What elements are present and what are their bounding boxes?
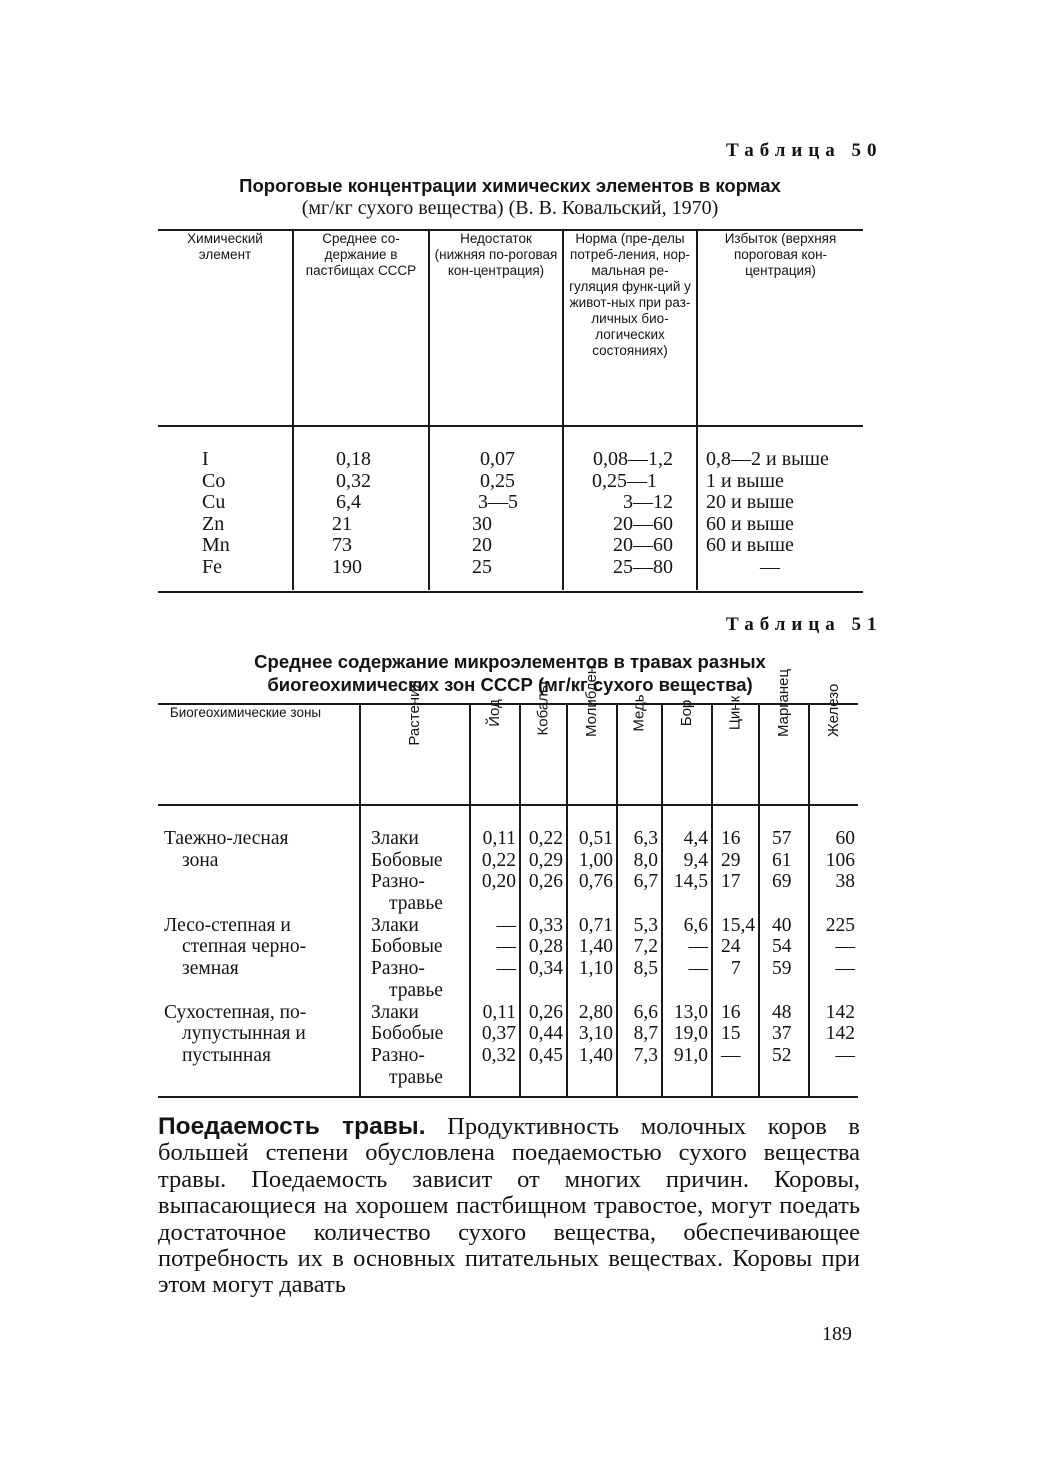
col-header-avg: Среднее со-держание в пастбищах СССР [293,231,429,426]
col-header-cobalt: Кобальт [520,705,567,805]
value-cell: 61 [772,849,792,871]
value-cell: 15 [721,1023,741,1045]
value-cell: 0,44 [528,1023,563,1045]
value-cell: 0,11 [482,1001,516,1023]
value-cell: 5,3 [633,914,658,936]
col-header-excess: Избыток (верхняя пороговая кон-центрация) [697,231,863,426]
value-cell: — [496,936,516,958]
column-manganese [759,805,809,1096]
value-cell: 0,26 [528,871,563,893]
value-cell: 0,11 [482,828,516,849]
table-50 [158,231,863,590]
table-50-title-line2: (мг/кг сухого вещества) (В. В. Ковальский, 1970) [301,197,719,219]
value-cell: 7 [731,958,741,980]
value-cell [521,980,563,1002]
element-cell: Zn [202,512,225,535]
value-cell: — [835,958,855,980]
column-zones [158,805,360,1096]
value-cell: 7,2 [633,936,658,958]
value-cell [772,893,808,915]
table-51-title-line2-text: биогеохимических зон СССР (мг/кг сухого вещества) [267,674,753,695]
column-iodine [470,805,520,1096]
value-cell: 1,00 [578,849,613,871]
value-cell: 6,7 [633,871,658,893]
plant-line: Бобовые [371,936,443,958]
column-elements [158,426,293,590]
col-header-norm: Норма (пре-делы потреб-ления, нор-мальная ре-гуляция функ-ций у живот-ных при раз-личных био-логических состояниях) [563,231,697,426]
excess-cell: 20 и выше [706,491,794,513]
table-51-label: Таблица 51 [726,614,883,635]
page-number: 189 [822,1323,852,1345]
value-cell: 13,0 [673,1001,708,1023]
value-cell: 1,40 [578,936,613,958]
norm-cell: 0,25—1 [592,469,657,492]
value-cell: 142 [825,1023,855,1045]
avg-cell: 6,4 [336,491,361,513]
value-cell: 16 [721,828,741,849]
avg-cell: 21 [332,512,352,535]
value-cell: 7,3 [633,1044,658,1066]
value-cell: 0,22 [528,828,563,849]
value-cell: 142 [825,1001,855,1023]
zone-line: Лесо-степная и [164,914,291,936]
column-excess [697,426,863,590]
column-copper [617,805,662,1096]
table-50-title [150,174,870,220]
column-boron [662,805,712,1096]
value-cell: 6,6 [633,1001,658,1023]
value-cell: 59 [772,958,792,980]
column-molybdenum [567,805,617,1096]
zone-line: зона [182,849,219,871]
value-cell: 0,26 [528,1001,563,1023]
element-cell: Cu [202,491,226,513]
value-cell: — [496,914,516,936]
value-cell [663,980,708,1002]
excess-cell: 60 и выше [706,534,794,556]
plant-line: травье [389,1066,443,1088]
value-cell: 0,71 [578,914,613,936]
table-51-title-line2 [150,673,870,697]
col-header-copper: Медь [617,705,662,805]
value-cell: 19,0 [673,1023,708,1045]
element-cell: Co [202,469,226,492]
value-cell: 14,5 [673,871,708,893]
zone-line: лупустынная и [182,1023,306,1045]
avg-cell: 73 [332,534,352,556]
plant-line: Разно- [371,1044,425,1066]
value-cell: 0,34 [528,958,563,980]
excess-cell: 0,8—2 и выше [706,448,829,470]
column-avg [293,426,429,590]
value-cell: 69 [772,871,792,893]
deficit-cell: 20 [472,534,492,556]
value-cell: 37 [772,1023,792,1045]
value-cell [568,980,613,1002]
body-paragraph [158,1114,860,1299]
column-norm [563,426,697,590]
value-cell: 0,51 [578,828,613,849]
col-header-deficit: Недостаток (нижняя по-роговая кон-центрация) [429,231,563,426]
value-cell: 57 [772,828,792,849]
zone-line: Сухостепная, по- [164,1001,307,1023]
column-cobalt [520,805,567,1096]
col-header-iodine: Йод [470,705,520,805]
value-cell: 24 [721,936,741,958]
avg-cell: 0,18 [336,448,371,470]
element-cell: Fe [202,555,222,578]
value-cell: 52 [772,1044,792,1066]
value-cell: 6,3 [633,828,658,849]
value-cell [772,980,808,1002]
value-cell: 9,4 [683,849,708,871]
avg-cell: 190 [332,555,362,578]
value-cell: — [688,936,708,958]
value-cell [663,893,708,915]
value-cell: — [721,1044,741,1066]
value-cell: 0,22 [481,849,516,871]
plant-line: травье [389,893,443,915]
value-cell: 0,28 [528,936,563,958]
value-cell [471,980,516,1002]
value-cell: — [835,936,855,958]
value-cell [618,893,658,915]
deficit-cell: 25 [472,555,492,578]
value-cell: — [688,958,708,980]
plant-line: Злаки [371,914,419,936]
element-cell: I [202,448,209,470]
table-51-bottom-rule [158,1096,858,1098]
value-cell: 48 [772,1001,792,1023]
value-cell: 225 [825,914,855,936]
value-cell [721,893,758,915]
value-cell: 54 [772,936,792,958]
norm-cell: 3—12 [623,491,673,513]
norm-cell: 20—60 [613,534,673,556]
norm-cell: 25—80 [613,555,673,578]
column-plants [360,805,470,1096]
norm-cell: 0,08—1,2 [593,448,673,470]
value-cell: 0,32 [481,1044,516,1066]
col-header-boron: Бор [662,705,712,805]
column-iron [809,805,858,1096]
value-cell: 106 [825,849,855,871]
value-cell: 0,76 [578,871,613,893]
value-cell: — [835,1044,855,1066]
value-cell: 29 [721,849,741,871]
plant-line: Разно- [371,871,425,893]
zone-line: пустынная [182,1044,271,1066]
value-cell [810,980,855,1002]
value-cell: 8,0 [633,849,658,871]
value-cell [521,893,563,915]
avg-cell: 0,32 [336,469,371,492]
value-cell: 16 [721,1001,741,1023]
element-cell: Mn [202,534,230,556]
value-cell: 0,20 [481,871,516,893]
value-cell: 1,10 [578,958,613,980]
plant-line: Злаки [371,828,419,849]
value-cell: 17 [721,871,741,893]
col-header-molybdenum: Молибден [567,705,617,805]
value-cell: 3,10 [578,1023,613,1045]
zone-line: степная черно- [182,936,307,958]
column-deficit [429,426,563,590]
value-cell: 60 [835,828,855,849]
plant-line: Бобобые [371,1023,444,1045]
value-cell [810,893,855,915]
value-cell: 15,4 [721,914,756,936]
value-cell: 0,29 [528,849,563,871]
value-cell: 8,7 [633,1023,658,1045]
value-cell: 38 [835,871,855,893]
paragraph-run-in-heading: Поедаемость травы. [158,1113,426,1140]
table-50-label: Таблица 50 [726,140,883,161]
col-header-zones: Биогеохимические зоны [158,705,360,805]
table-50-title-line1: Пороговые концентрации химических элементов в кормах [239,175,781,196]
value-cell: 2,80 [578,1001,613,1023]
value-cell: 40 [772,914,792,936]
value-cell: 0,33 [528,914,563,936]
value-cell [618,980,658,1002]
plant-line: Разно- [371,958,425,980]
deficit-cell: 3—5 [478,491,518,513]
col-header-element: Химический элемент [158,231,293,426]
plant-line: Злаки [371,1001,419,1023]
col-header-manganese: Марганец [759,705,809,805]
zone-line: земная [182,958,239,980]
plant-line: Бобовые [371,849,443,871]
value-cell [471,893,516,915]
value-cell: 0,37 [481,1023,516,1045]
value-cell: 6,6 [683,914,708,936]
col-header-plants: Растения [360,705,470,805]
value-cell: 8,5 [633,958,658,980]
table-51-title [150,650,870,697]
value-cell [568,893,613,915]
column-zinc [712,805,759,1096]
value-cell: 1,40 [578,1044,613,1066]
value-cell: 4,4 [683,828,708,849]
value-cell: 0,45 [528,1044,563,1066]
value-cell: 91,0 [673,1044,708,1066]
norm-cell: 20—60 [613,512,673,535]
excess-cell: 60 и выше [706,512,794,535]
value-cell: — [496,958,516,980]
deficit-cell: 0,07 [480,448,515,470]
value-cell [721,980,758,1002]
deficit-cell: 0,25 [480,469,515,492]
excess-cell: 1 и выше [706,469,784,492]
table-50-bottom-rule [158,591,863,593]
plant-line: травье [389,979,443,1001]
col-header-iron: Железо [809,705,858,805]
zone-line: Таежно-лесная [164,828,289,849]
paragraph-text: Продуктивность молочных коров в большей степени обусловлена поедаемостью сухого вещества травы. Поедаемость зависит от многих причин. Коровы, выпасающиеся на хорошем пастбищном травостое, могут поедать достаточное количество сухого вещества, обеспечивающее потребность их в основных питательных веществах. Коровы при этом могут давать [158,1113,861,1299]
deficit-cell: 30 [472,512,492,535]
col-header-zinc: Цинк [712,705,759,805]
table-51-title-line1: Среднее содержание микроэлементов в травах разных [254,651,766,672]
excess-cell: — [760,555,780,578]
